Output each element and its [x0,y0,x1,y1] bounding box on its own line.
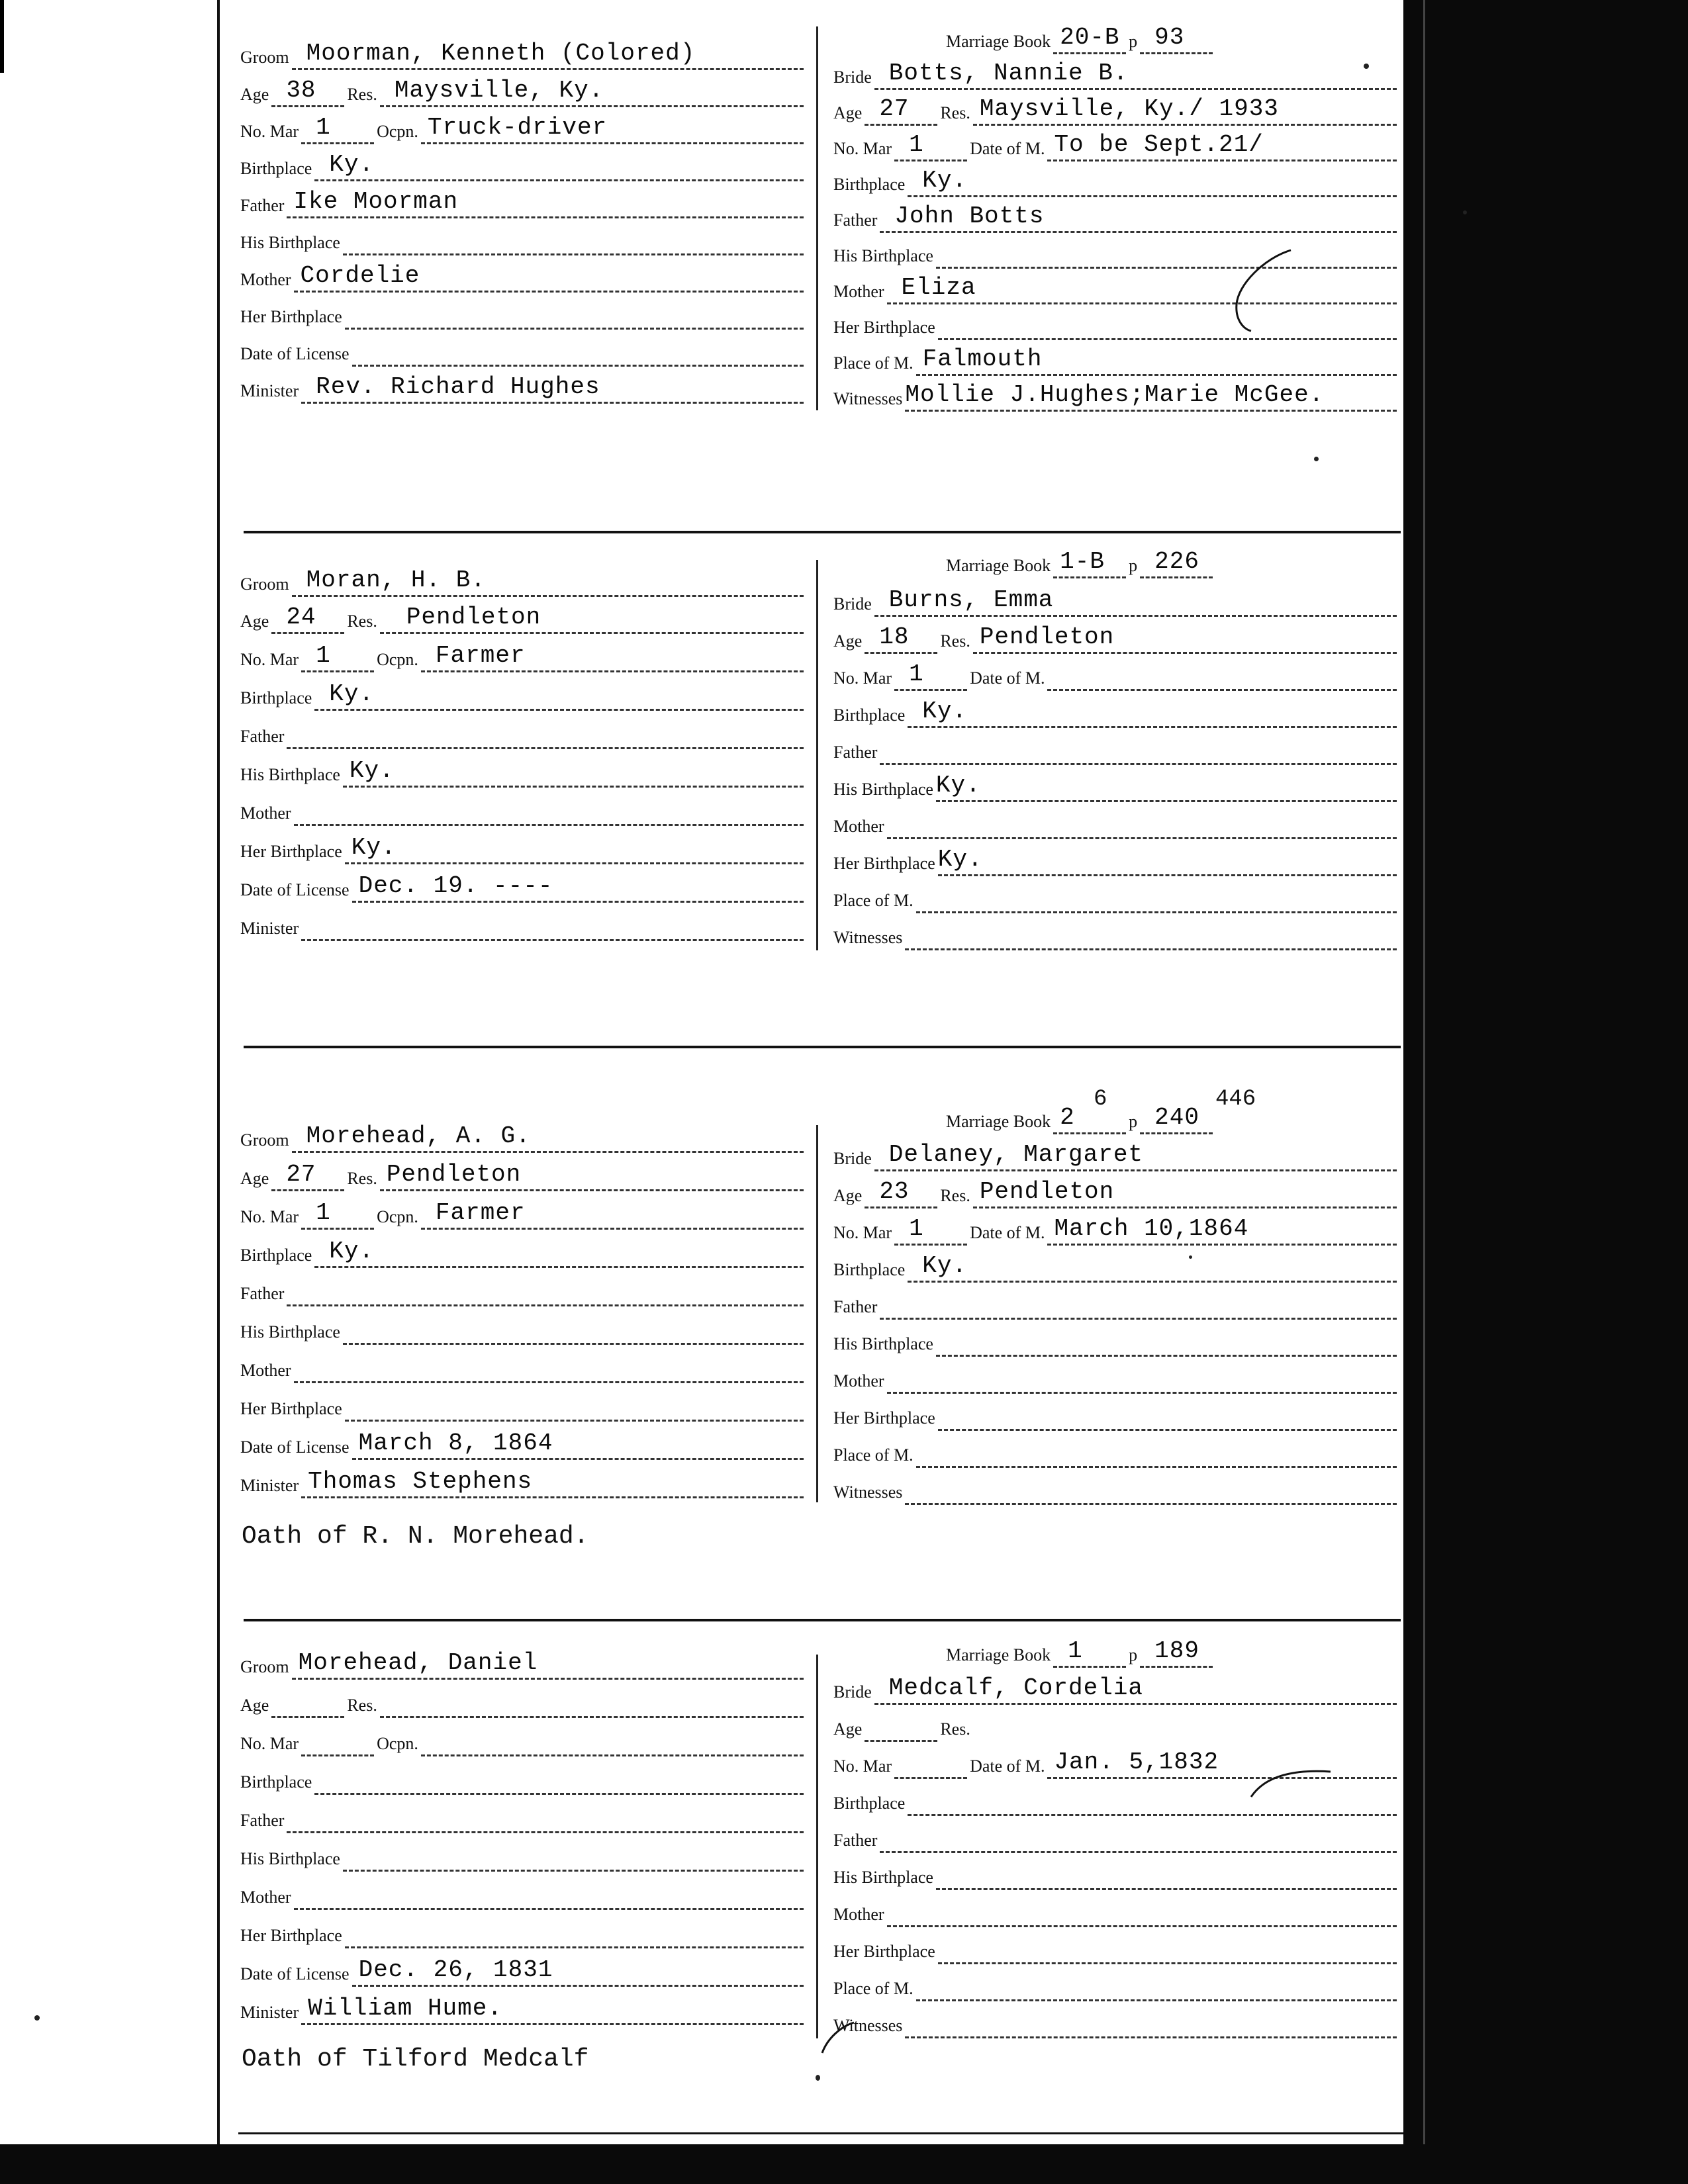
groom-name: Morehead, A. G. [306,1122,531,1150]
oath-note: Oath of Tilford Medcalf [242,2045,589,2073]
res-label: Res. [940,1719,970,1739]
mother-row [240,797,806,826]
birthplace-label: Birthplace [833,175,906,194]
marriage-book-row [833,1639,1399,1668]
marriage-book-value: 20-B [1060,24,1120,51]
her-birthplace-row [833,1935,1399,1964]
groom-row [240,41,806,70]
bride-row [833,1142,1399,1171]
her-birthplace-label: Her Birthplace [833,854,935,873]
date-of-m-label: Date of M. [970,668,1045,688]
her-birthplace-label: Her Birthplace [240,1926,342,1945]
bride-name: Burns, Emma [888,586,1054,614]
groom-name: Morehead, Daniel [298,1649,538,1676]
birthplace-label: Birthplace [833,705,906,725]
no-mar-row [833,662,1399,691]
no-mar-label: No. Mar [240,1734,299,1753]
pen-mark-icon [1225,245,1304,338]
groom-no-mar: 1 [316,114,331,141]
mother-row [833,1365,1399,1394]
bride-mother: Eliza [901,274,976,301]
birthplace-label: Birthplace [240,1246,312,1265]
birthplace-label: Birthplace [833,1260,906,1279]
her-birthplace-row [833,847,1399,876]
father-label: Father [240,1811,285,1830]
his-birthplace-label: His Birthplace [833,1334,933,1353]
date-of-license-row [240,874,806,903]
mother-label: Mother [240,803,291,823]
age-res-row [240,1689,806,1718]
birthplace-row [240,682,806,711]
no-mar-label: No. Mar [833,668,892,688]
groom-name: Moorman, Kenneth (Colored) [306,40,696,67]
age-res-row [833,1179,1399,1208]
no-mar-label: No. Mar [833,1223,892,1242]
birthplace-label: Birthplace [240,688,312,707]
groom-label: Groom [240,48,289,67]
age-label: Age [833,103,863,122]
bride-row [833,61,1399,90]
place-of-m-label: Place of M. [833,1445,914,1465]
no-mar-row [833,1216,1399,1246]
page-correction: 446 [1215,1087,1256,1112]
his-birthplace-row [833,1328,1399,1357]
his-birthplace-label: His Birthplace [833,780,933,799]
father-row [833,204,1399,233]
groom-ocpn: Farmer [435,642,526,669]
res-label: Res. [940,103,970,122]
her-birthplace-label: Her Birthplace [240,307,342,326]
groom-name: Moran, H. B. [306,567,486,594]
date-of-license-label: Date of License [240,880,350,899]
scan-right-border-line [1423,0,1425,2184]
birthplace-row [833,1253,1399,1283]
groom-label: Groom [240,1657,289,1676]
his-birthplace-label: His Birthplace [240,1322,340,1342]
marriage-book-page: 93 [1154,24,1185,51]
bride-age: 18 [879,623,910,651]
mother-label: Mother [240,1888,291,1907]
groom-father: Ike Moorman [293,188,459,215]
bride-her-birthplace: Ky. [937,846,983,873]
groom-row [240,1124,806,1153]
her-birthplace-row [240,1919,806,1948]
witnesses-row [833,921,1399,950]
place-of-m-row [833,347,1399,376]
father-row [240,1804,806,1833]
age-label: Age [240,612,269,631]
date-of-license-label: Date of License [240,1437,350,1457]
scan-right-border [1403,0,1688,2184]
place-of-m-row [833,1972,1399,2001]
bride-age: 23 [879,1178,910,1205]
no-mar-row [833,132,1399,161]
groom-row [240,1651,806,1680]
date-of-license-label: Date of License [240,344,350,363]
mother-row [240,263,806,293]
age-res-row [240,605,806,634]
groom-res: Pendleton [406,604,541,631]
minister-label: Minister [240,919,299,938]
res-label: Res. [940,1186,970,1205]
age-label: Age [240,85,269,104]
groom-date-of-license: March 8, 1864 [358,1430,553,1457]
marriage-book-label: Marriage Book [946,1645,1051,1664]
no-mar-label: No. Mar [240,1207,299,1226]
father-row [240,1277,806,1306]
groom-no-mar: 1 [316,1199,331,1226]
bride-place-of-m: Falmouth [922,345,1043,373]
father-label: Father [240,196,285,215]
mother-label: Mother [833,817,884,836]
age-res-row [833,1713,1399,1742]
minister-row [240,1469,806,1498]
birthplace-label: Birthplace [240,1772,312,1792]
groom-res: Pendleton [386,1161,522,1188]
birthplace-row [833,699,1399,728]
mother-row [240,1881,806,1910]
column-divider [816,1655,818,2038]
date-of-m-label: Date of M. [970,139,1045,158]
date-of-m-label: Date of M. [970,1756,1045,1776]
bride-birthplace: Ky. [922,1252,968,1279]
res-label: Res. [940,631,970,651]
place-of-m-row [833,1439,1399,1468]
marriage-book-label: Marriage Book [946,1112,1051,1131]
groom-birthplace: Ky. [329,680,375,707]
bride-label: Bride [833,594,872,614]
no-mar-label: No. Mar [833,1756,892,1776]
minister-row [240,375,806,404]
minister-label: Minister [240,1476,299,1495]
father-row [833,736,1399,765]
no-mar-row [240,1201,806,1230]
no-mar-label: No. Mar [833,139,892,158]
mother-label: Mother [240,1361,291,1380]
res-label: Res. [347,612,377,631]
scan-speck [34,2015,40,2021]
her-birthplace-row [833,1402,1399,1431]
bride-father: John Botts [894,203,1045,230]
page-left-rule [217,0,220,2184]
bride-row [833,588,1399,617]
age-res-row [833,625,1399,654]
father-label: Father [240,727,285,746]
bride-name: Botts, Nannie B. [888,60,1129,87]
witnesses-label: Witnesses [833,928,903,947]
res-label: Res. [347,1169,377,1188]
marriage-book-value: 2 [1060,1104,1075,1131]
his-birthplace-row [240,758,806,788]
bride-no-mar: 1 [909,131,924,158]
bride-date-of-m: Jan. 5,1832 [1054,1749,1219,1776]
groom-minister: William Hume. [308,1995,502,2022]
father-label: Father [833,210,878,230]
father-row [240,720,806,749]
record-separator [244,1619,1401,1621]
scan-speck [1463,210,1467,214]
oath-note: Oath of R. N. Morehead. [242,1522,589,1551]
bride-witnesses: Mollie J.Hughes;Marie McGee. [905,381,1325,408]
witnesses-label: Witnesses [833,1482,903,1502]
his-birthplace-label: His Birthplace [240,233,340,252]
groom-date-of-license: Dec. 26, 1831 [358,1956,553,1983]
marriage-book-value: 1 [1068,1637,1083,1664]
his-birthplace-row [833,240,1399,269]
groom-no-mar: 1 [316,642,331,669]
groom-age: 27 [286,1161,316,1188]
marriage-book-row [833,25,1399,54]
groom-his-birthplace: Ky. [349,757,395,784]
date-of-license-label: Date of License [240,1964,350,1983]
his-birthplace-label: His Birthplace [833,246,933,265]
page-bottom-rule [238,2132,1403,2134]
minister-label: Minister [240,2003,299,2022]
marriage-book-label: Marriage Book [946,556,1051,575]
pen-mark-icon [814,2019,861,2058]
res-label: Res. [347,1696,377,1715]
birthplace-row [833,168,1399,197]
place-of-m-row [833,884,1399,913]
groom-birthplace: Ky. [329,151,375,178]
her-birthplace-row [240,835,806,864]
bride-no-mar: 1 [909,660,924,688]
his-birthplace-label: His Birthplace [240,765,340,784]
bride-label: Bride [833,1682,872,1702]
groom-row [240,568,806,597]
place-of-m-label: Place of M. [833,891,914,910]
groom-ocpn: Truck-driver [427,114,608,141]
father-label: Father [833,1297,878,1316]
birthplace-label: Birthplace [833,1794,906,1813]
column-divider [816,1125,818,1502]
mother-row [240,1354,806,1383]
mother-label: Mother [240,270,291,289]
father-row [833,1824,1399,1853]
date-of-license-row [240,1958,806,1987]
her-birthplace-label: Her Birthplace [240,842,342,861]
no-mar-label: No. Mar [240,650,299,669]
res-label: Res. [347,85,377,104]
no-mar-label: No. Mar [240,122,299,141]
groom-mother: Cordelie [300,262,420,289]
age-res-row [240,1162,806,1191]
column-divider [816,26,818,410]
witnesses-label: Witnesses [833,2016,903,2035]
bride-res: Maysville, Ky./ 1933 [979,95,1279,122]
her-birthplace-label: Her Birthplace [833,1408,935,1428]
record-separator [244,1046,1401,1048]
groom-minister: Rev. Richard Hughes [316,373,600,400]
his-birthplace-row [240,226,806,255]
groom-res: Maysville, Ky. [394,77,604,104]
bride-date-of-m: To be Sept.21/ [1054,131,1264,158]
witnesses-row [833,383,1399,412]
bride-label: Bride [833,1149,872,1168]
mother-label: Mother [833,1905,884,1924]
minister-row [240,1996,806,2025]
her-birthplace-label: Her Birthplace [833,318,935,337]
bride-res: Pendleton [979,1178,1115,1205]
groom-date-of-license: Dec. 19. ---- [358,872,553,899]
bride-no-mar: 1 [909,1215,924,1242]
date-of-license-row [240,1431,806,1460]
age-res-row [240,78,806,107]
age-label: Age [833,1186,863,1205]
page-label: p [1129,1645,1138,1664]
her-birthplace-row [240,300,806,330]
age-label: Age [240,1169,269,1188]
bride-label: Bride [833,68,872,87]
witnesses-label: Witnesses [833,389,903,408]
scan-speck [816,2075,820,2081]
bride-age: 27 [879,95,910,122]
marriage-book-page: 189 [1154,1637,1199,1664]
her-birthplace-row [833,311,1399,340]
witnesses-row [833,1476,1399,1505]
place-of-m-label: Place of M. [833,1979,914,1998]
witnesses-row [833,2009,1399,2038]
mother-row [833,1898,1399,1927]
ocpn-label: Ocpn. [377,1734,418,1753]
bride-birthplace: Ky. [922,167,968,194]
page-label: p [1129,556,1138,575]
father-label: Father [240,1284,285,1303]
groom-age: 24 [286,604,316,631]
mother-row [833,275,1399,304]
minister-row [240,912,806,941]
her-birthplace-row [240,1392,806,1422]
column-divider [816,560,818,950]
page-label: p [1129,1112,1138,1131]
age-label: Age [240,1696,269,1715]
her-birthplace-label: Her Birthplace [833,1942,935,1961]
age-label: Age [833,1719,863,1739]
mother-label: Mother [833,1371,884,1390]
bride-name: Medcalf, Cordelia [888,1674,1144,1702]
place-of-m-label: Place of M. [833,353,914,373]
bride-birthplace: Ky. [922,698,968,725]
father-row [240,189,806,218]
his-birthplace-row [833,1861,1399,1890]
minister-label: Minister [240,381,299,400]
ocpn-label: Ocpn. [377,122,418,141]
bride-his-birthplace: Ky. [935,772,981,799]
no-mar-row [240,115,806,144]
scan-speck [1364,64,1369,69]
no-mar-row [240,1727,806,1756]
his-birthplace-row [240,1316,806,1345]
birthplace-label: Birthplace [240,159,312,178]
scan-speck [1314,457,1319,461]
groom-ocpn: Farmer [435,1199,526,1226]
no-mar-row [240,643,806,672]
marriage-book-row [833,549,1399,578]
bride-row [833,1676,1399,1705]
age-label: Age [833,631,863,651]
groom-minister: Thomas Stephens [308,1468,533,1495]
page-label: p [1129,32,1138,51]
bride-name: Delaney, Margaret [888,1141,1144,1168]
record-separator [244,531,1401,533]
mother-label: Mother [833,282,884,301]
pen-mark-icon [1244,1764,1337,1803]
date-of-license-row [240,338,806,367]
her-birthplace-label: Her Birthplace [240,1399,342,1418]
mother-row [833,810,1399,839]
his-birthplace-label: His Birthplace [833,1868,933,1887]
scan-bottom-border [0,2144,1688,2184]
marriage-book-page: 226 [1154,548,1199,575]
marriage-book-page: 240 [1154,1104,1199,1131]
groom-her-birthplace: Ky. [351,834,397,861]
birthplace-row [240,1239,806,1268]
father-label: Father [833,1831,878,1850]
father-label: Father [833,743,878,762]
age-res-row [833,97,1399,126]
groom-label: Groom [240,574,289,594]
birthplace-row [240,152,806,181]
scan-edge [0,0,4,73]
bride-res: Pendleton [979,623,1115,651]
date-of-m-label: Date of M. [970,1223,1045,1242]
ocpn-label: Ocpn. [377,1207,418,1226]
scan-speck [1189,1255,1192,1259]
groom-birthplace: Ky. [329,1238,375,1265]
marriage-book-value: 1-B [1060,548,1105,575]
groom-label: Groom [240,1130,289,1150]
marriage-book-label: Marriage Book [946,32,1051,51]
father-row [833,1291,1399,1320]
ocpn-label: Ocpn. [377,650,418,669]
marriage-book-correction: 6 [1094,1087,1107,1112]
bride-date-of-m: March 10,1864 [1054,1215,1249,1242]
groom-age: 38 [286,77,316,104]
marriage-book-row [833,1105,1399,1134]
his-birthplace-row [833,773,1399,802]
his-birthplace-label: His Birthplace [240,1849,340,1868]
birthplace-row [240,1766,806,1795]
his-birthplace-row [240,1843,806,1872]
